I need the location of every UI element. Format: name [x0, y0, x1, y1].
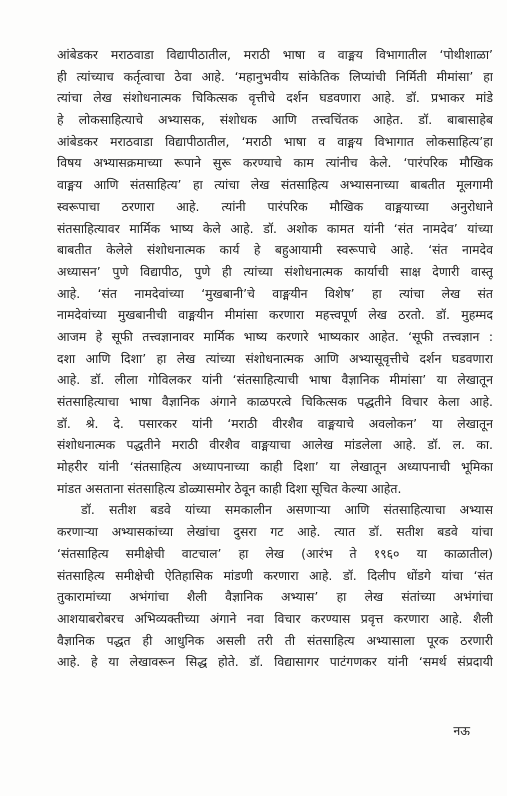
- text-line: संतसाहित्याचा भाषा वैज्ञानिक अंगाने काळपरत्वे चिकित्सक पद्धतीने विचार केला आहे.: [57, 394, 493, 409]
- text-line: आहे. ‘संत नामदेवांच्या ‘मुखबानी’चे वाङ्मयीन विशेष’ हा त्यांचा लेख संत: [57, 285, 493, 301]
- text-line: ‘संतसाहित्य समीक्षेची वाटचाल’ हा लेख (आरंभ ते १९६० या काळातील): [57, 545, 493, 561]
- text-line: नामदेवांच्या मुखबानीची वाङ्मयीन मीमांसा करणारा महत्त्वपूर्ण लेख ठरतो. डॉ. मुहम्मद: [57, 307, 493, 323]
- text-line: मांडत असताना संतसाहित्य डोळ्यासमोर ठेवून काही दिशा सूचित केल्या आहेत.: [57, 480, 402, 496]
- text-line: आहे. डॉ. लीला गोविलकर यांनी ‘संतसाहित्याची भाषा वैज्ञानिक मीमांसा’ या लेखातून: [57, 372, 493, 388]
- text-line: त्यांचा लेख संशोधनात्मक चिकित्सक वृत्तीचे दर्शन घडवणारा आहे. डॉ. प्रभाकर मांडे: [57, 90, 493, 106]
- text-line: वाङ्मय आणि संतसाहित्य’ हा त्यांचा लेख संतसाहित्य अभ्यासनाच्या बाबतीत मूलगामी: [57, 177, 493, 193]
- text-line: वैज्ञानिक पद्धत ही आधुनिक असली तरी ती संतसाहित्य अभ्यासाला पूरक ठरणारी: [57, 632, 493, 648]
- text-line: संशोधनात्मक पद्धतीने मराठी वीरशैव वाङ्मयाचा आलेख मांडलेला आहे. डॉ. ल. का.: [57, 437, 493, 453]
- text-line: बाबतीत केलेले संशोधनात्मक कार्य हे बहुआयामी स्वरूपाचे आहे. ‘संत नामदेव: [57, 242, 493, 258]
- text-line: संतसाहित्यावर मार्मिक भाष्य केले आहे. डॉ. अशोक कामत यांनी ‘संत नामदेव’ यांच्या: [57, 220, 493, 236]
- text-line: आहे. हे या लेखावरून सिद्ध होते. डॉ. विद्यासागर पाटंगणकर यांनी ‘समर्थ संप्रदायी: [57, 654, 493, 670]
- text-line: अध्यासन’ पुणे विद्यापीठ, पुणे ही त्यांच्या संशोधनात्मक कार्याची साक्ष देणारी वास्तू: [57, 263, 493, 279]
- text-line: स्वरूपाचा ठरणारा आहे. त्यांनी पारंपरिक मौखिक वाङ्मयाच्या अनुरोधाने: [57, 198, 493, 214]
- text-line: मोहरीर यांनी ‘संतसाहित्य अध्यापनाच्या काही दिशा’ या लेखातून अध्यापनाची भूमिका: [57, 459, 493, 475]
- text-line: आंबेडकर मराठवाडा विद्यापीठातील, मराठी भाषा व वाङ्मय विभागातील ‘पोथीशाळा’: [57, 47, 493, 62]
- body-text: [57, 44, 493, 673]
- text-line: हे लोकसाहित्याचे अभ्यासक, संशोधक आणि तत्त्वचिंतक आहेत. डॉ. बाबासाहेब: [57, 112, 493, 128]
- page-number: नऊ: [453, 723, 470, 738]
- text-line: दशा आणि दिशा’ हा लेख त्यांच्या संशोधनात्मक आणि अभ्यासूवृत्तीचे दर्शन घडवणारा: [57, 350, 493, 366]
- text-line: तुकारामांच्या अभंगांचा शैली वैज्ञानिक अभ्यास’ हा लेख संतांच्या अभंगांचा: [57, 589, 493, 605]
- paragraph-1: [57, 44, 493, 499]
- paragraph-2: [57, 499, 493, 673]
- text-line: करणाऱ्या अभ्यासकांच्या लेखांचा दुसरा गट आहे. त्यात डॉ. सतीश बडवे यांचा: [57, 524, 493, 540]
- text-line: डॉ. सतीश बडवे यांच्या समकालीन असणाऱ्या आणि संतसाहित्याचा अभ्यास: [81, 502, 493, 518]
- text-line: विषय अभ्यासक्रमाच्या रूपाने सुरू करण्याचे काम त्यांनीच केले. ‘पारंपरिक मौखिक: [57, 155, 493, 171]
- text-line: ही त्यांच्याच कर्तृत्वाचा ठेवा आहे. ‘महानुभवीय सांकेतिक लिप्यांची निर्मिती मीमांसा’ हा: [57, 68, 493, 84]
- text-line: आशयाबरोबरच अभिव्यक्तीच्या अंगाने नवा विचार करण्यास प्रवृत्त करणारा आहे. शैली: [57, 610, 493, 626]
- text-line: संतसाहित्य समीक्षेची ऐतिहासिक मांडणी करणारा आहे. डॉ. दिलीप धोंडगे यांचा ‘संत: [57, 567, 493, 583]
- text-line: डॉ. श्रे. दे. पसारकर यांनी ‘मराठी वीरशैव वाङ्मयाचे अवलोकन’ या लेखातून: [57, 415, 493, 431]
- text-line: आजम हे सूफी तत्त्वज्ञानावर मार्मिक भाष्य करणारे भाष्यकार आहेत. ‘सूफी तत्त्वज्ञान :: [57, 328, 493, 344]
- text-line: आंबेडकर मराठवाडा विद्यापीठातील, ‘मराठी भाषा व वाङ्मय विभागात लोकसाहित्य’हा: [57, 133, 493, 149]
